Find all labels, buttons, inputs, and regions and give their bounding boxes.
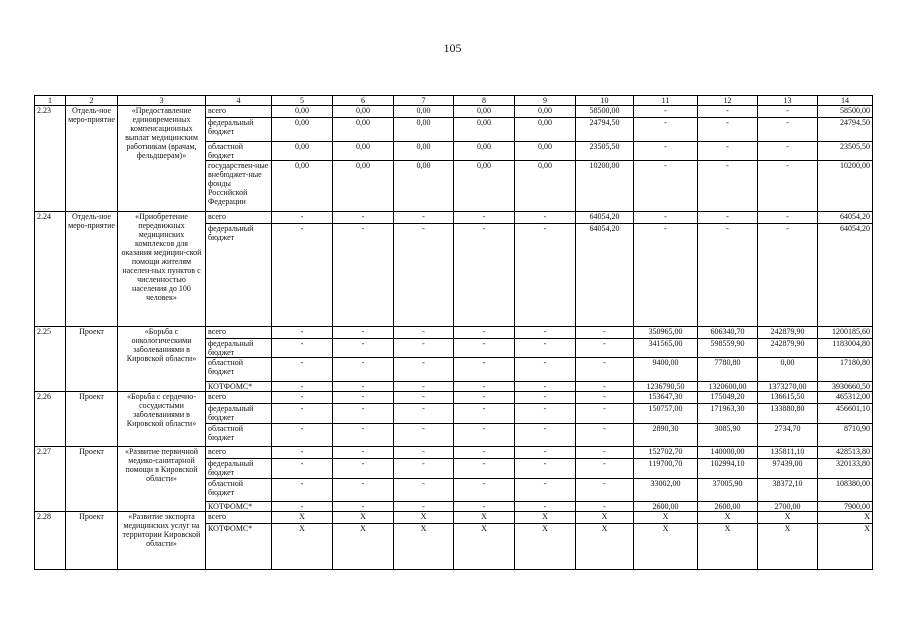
row-type: Проект (66, 512, 118, 570)
value-cell: - (515, 212, 576, 224)
header-cell: 10 (576, 96, 634, 106)
row-name: «Борьба с онкологическими заболеваниями в Кировской области» (118, 327, 206, 392)
value-cell: 37005,90 (698, 479, 758, 502)
value-cell: - (272, 447, 333, 459)
value-cell: 9400,00 (634, 358, 698, 382)
value-cell: - (515, 224, 576, 327)
funding-source: всего (206, 212, 272, 224)
value-cell: 58500,00 (576, 106, 634, 118)
value-cell: 242879,90 (758, 339, 818, 358)
value-cell: 102994,10 (698, 459, 758, 479)
value-cell: X (272, 512, 333, 524)
value-cell: - (634, 224, 698, 327)
row-type: Отдель-ное меро-приятие (66, 212, 118, 327)
value-cell: 150757,00 (634, 404, 698, 424)
value-cell: - (576, 327, 634, 339)
value-cell: 152702,70 (634, 447, 698, 459)
value-cell: 1183004,80 (818, 339, 873, 358)
funding-source: всего (206, 512, 272, 524)
value-cell: - (515, 392, 576, 404)
value-cell: X (576, 512, 634, 524)
value-cell: - (333, 459, 394, 479)
value-cell: 64054,20 (576, 212, 634, 224)
value-cell: X (698, 524, 758, 570)
value-cell: 0,00 (333, 118, 394, 142)
header-cell: 12 (698, 96, 758, 106)
value-cell: 24794,50 (576, 118, 634, 142)
value-cell: - (515, 382, 576, 392)
value-cell: X (515, 512, 576, 524)
value-cell: - (515, 479, 576, 502)
value-cell: X (454, 512, 515, 524)
value-cell: - (454, 339, 515, 358)
value-cell: X (698, 512, 758, 524)
value-cell: - (454, 358, 515, 382)
row-number: 2.23 (35, 106, 66, 212)
value-cell: - (698, 224, 758, 327)
value-cell: - (515, 404, 576, 424)
value-cell: - (272, 339, 333, 358)
row-number: 2.25 (35, 327, 66, 392)
value-cell: - (454, 404, 515, 424)
value-cell: 606340,70 (698, 327, 758, 339)
value-cell: - (333, 382, 394, 392)
value-cell: X (333, 524, 394, 570)
value-cell: 0,00 (333, 106, 394, 118)
value-cell: - (758, 142, 818, 161)
value-cell: - (333, 358, 394, 382)
value-cell: X (758, 512, 818, 524)
row-type: Проект (66, 392, 118, 447)
value-cell: - (515, 447, 576, 459)
value-cell: 175049,20 (698, 392, 758, 404)
value-cell: 0,00 (394, 106, 454, 118)
funding-source: федеральный бюджет (206, 339, 272, 358)
page-number: 105 (443, 41, 462, 55)
value-cell: - (394, 424, 454, 447)
value-cell: 2600,00 (698, 502, 758, 512)
value-cell: - (758, 161, 818, 212)
value-cell: - (272, 327, 333, 339)
value-cell: - (454, 382, 515, 392)
header-cell: 2 (66, 96, 118, 106)
value-cell: 598559,90 (698, 339, 758, 358)
value-cell: 38372,10 (758, 479, 818, 502)
header-cell: 8 (454, 96, 515, 106)
value-cell: 135811,10 (758, 447, 818, 459)
row-name: «Борьба с сердечно-сосудистыми заболеваниями в Кировской области» (118, 392, 206, 447)
row-type: Проект (66, 327, 118, 392)
value-cell: 0,00 (272, 161, 333, 212)
funding-source: областной бюджет (206, 358, 272, 382)
value-cell: 0,00 (454, 118, 515, 142)
header-cell: 1 (35, 96, 66, 106)
header-cell: 11 (634, 96, 698, 106)
value-cell: - (394, 212, 454, 224)
value-cell: - (576, 358, 634, 382)
value-cell: - (576, 447, 634, 459)
value-cell: - (454, 327, 515, 339)
value-cell: - (394, 459, 454, 479)
value-cell: - (394, 479, 454, 502)
value-cell: 242879,90 (758, 327, 818, 339)
value-cell: - (333, 424, 394, 447)
value-cell: - (698, 118, 758, 142)
table-row (35, 447, 873, 459)
value-cell: 64054,20 (818, 224, 873, 327)
value-cell: - (454, 424, 515, 447)
value-cell: X (272, 524, 333, 570)
value-cell: 0,00 (333, 161, 394, 212)
value-cell: - (515, 327, 576, 339)
value-cell: - (333, 479, 394, 502)
value-cell: 23505,50 (576, 142, 634, 161)
value-cell: 2734,70 (758, 424, 818, 447)
value-cell: - (333, 447, 394, 459)
value-cell: X (634, 524, 698, 570)
value-cell: 3085,90 (698, 424, 758, 447)
value-cell: - (634, 106, 698, 118)
budget-table (34, 95, 873, 570)
table-row (35, 392, 873, 404)
value-cell: 428513,80 (818, 447, 873, 459)
value-cell: 10200,00 (576, 161, 634, 212)
value-cell: X (634, 512, 698, 524)
value-cell: 350965,00 (634, 327, 698, 339)
value-cell: 1236790,50 (634, 382, 698, 392)
value-cell: 108380,00 (818, 479, 873, 502)
value-cell: - (454, 212, 515, 224)
value-cell: - (272, 424, 333, 447)
value-cell: - (515, 339, 576, 358)
value-cell: - (515, 502, 576, 512)
value-cell: - (394, 358, 454, 382)
value-cell: - (576, 502, 634, 512)
value-cell: 64054,20 (576, 224, 634, 327)
value-cell: 1320600,00 (698, 382, 758, 392)
funding-source: КОТФОМС* (206, 382, 272, 392)
value-cell: - (272, 392, 333, 404)
value-cell: - (394, 404, 454, 424)
row-number: 2.28 (35, 512, 66, 570)
funding-source: всего (206, 106, 272, 118)
value-cell: - (576, 479, 634, 502)
funding-source: областной бюджет (206, 142, 272, 161)
funding-source: федеральный бюджет (206, 459, 272, 479)
value-cell: X (818, 512, 873, 524)
value-cell: 465312,00 (818, 392, 873, 404)
header-cell: 9 (515, 96, 576, 106)
value-cell: - (515, 358, 576, 382)
funding-source: КОТФОМС* (206, 502, 272, 512)
value-cell: 97439,00 (758, 459, 818, 479)
value-cell: 7780,80 (698, 358, 758, 382)
value-cell: - (272, 459, 333, 479)
value-cell: - (333, 327, 394, 339)
value-cell: - (272, 404, 333, 424)
row-number: 2.26 (35, 392, 66, 447)
value-cell: X (454, 524, 515, 570)
value-cell: 0,00 (515, 118, 576, 142)
funding-source: федеральный бюджет (206, 404, 272, 424)
value-cell: - (758, 224, 818, 327)
value-cell: - (333, 404, 394, 424)
value-cell: 0,00 (758, 358, 818, 382)
value-cell: X (576, 524, 634, 570)
value-cell: 2890,30 (634, 424, 698, 447)
value-cell: X (394, 524, 454, 570)
value-cell: 133880,80 (758, 404, 818, 424)
value-cell: - (698, 212, 758, 224)
value-cell: 24794,50 (818, 118, 873, 142)
value-cell: - (576, 404, 634, 424)
value-cell: - (394, 392, 454, 404)
value-cell: - (576, 424, 634, 447)
value-cell: - (272, 358, 333, 382)
funding-source: государствен-ные внебюджет-ные фонды Российской Федерации (206, 161, 272, 212)
value-cell: X (515, 524, 576, 570)
value-cell: 7900,00 (818, 502, 873, 512)
value-cell: - (576, 339, 634, 358)
value-cell: - (698, 142, 758, 161)
row-type: Проект (66, 447, 118, 512)
value-cell: - (394, 502, 454, 512)
value-cell: - (333, 392, 394, 404)
value-cell: - (394, 339, 454, 358)
value-cell: - (758, 212, 818, 224)
value-cell: X (818, 524, 873, 570)
value-cell: - (272, 479, 333, 502)
value-cell: - (576, 392, 634, 404)
value-cell: 171963,30 (698, 404, 758, 424)
funding-source: всего (206, 447, 272, 459)
value-cell: 0,00 (515, 142, 576, 161)
value-cell: - (394, 447, 454, 459)
value-cell: - (454, 459, 515, 479)
value-cell: - (515, 459, 576, 479)
value-cell: - (454, 224, 515, 327)
value-cell: 1200185,60 (818, 327, 873, 339)
value-cell: 0,00 (394, 142, 454, 161)
value-cell: 119700,70 (634, 459, 698, 479)
value-cell: 341565,00 (634, 339, 698, 358)
value-cell: - (454, 392, 515, 404)
value-cell: - (272, 212, 333, 224)
value-cell: 17180,80 (818, 358, 873, 382)
value-cell: - (634, 212, 698, 224)
row-type: Отдель-ное меро-приятие (66, 106, 118, 212)
value-cell: 0,00 (394, 118, 454, 142)
value-cell: 153647,30 (634, 392, 698, 404)
value-cell: 3930660,50 (818, 382, 873, 392)
value-cell: 0,00 (454, 142, 515, 161)
value-cell: 0,00 (272, 106, 333, 118)
value-cell: 0,00 (454, 106, 515, 118)
value-cell: 2600,00 (634, 502, 698, 512)
row-number: 2.24 (35, 212, 66, 327)
value-cell: 64054,20 (818, 212, 873, 224)
value-cell: - (454, 502, 515, 512)
value-cell: - (394, 382, 454, 392)
value-cell: - (454, 479, 515, 502)
funding-source: областной бюджет (206, 424, 272, 447)
value-cell: - (454, 447, 515, 459)
header-cell: 3 (118, 96, 206, 106)
value-cell: - (333, 339, 394, 358)
value-cell: - (333, 224, 394, 327)
header-row (35, 96, 873, 106)
header-cell: 5 (272, 96, 333, 106)
table-row (35, 327, 873, 339)
value-cell: X (333, 512, 394, 524)
value-cell: 33002,00 (634, 479, 698, 502)
value-cell: 0,00 (454, 161, 515, 212)
table-row (35, 512, 873, 524)
funding-source: федеральный бюджет (206, 118, 272, 142)
value-cell: - (634, 161, 698, 212)
value-cell: - (634, 118, 698, 142)
funding-source: КОТФОМС* (206, 524, 272, 570)
value-cell: - (758, 118, 818, 142)
value-cell: 0,00 (272, 118, 333, 142)
value-cell: 8710,90 (818, 424, 873, 447)
value-cell: 0,00 (515, 161, 576, 212)
funding-source: областной бюджет (206, 479, 272, 502)
header-cell: 7 (394, 96, 454, 106)
value-cell: - (576, 459, 634, 479)
header-cell: 13 (758, 96, 818, 106)
value-cell: 0,00 (272, 142, 333, 161)
value-cell: 2700,00 (758, 502, 818, 512)
value-cell: - (515, 424, 576, 447)
value-cell: X (758, 524, 818, 570)
value-cell: - (634, 142, 698, 161)
value-cell: 320133,80 (818, 459, 873, 479)
value-cell: 0,00 (333, 142, 394, 161)
value-cell: - (758, 106, 818, 118)
value-cell: 1373270,00 (758, 382, 818, 392)
value-cell: 0,00 (515, 106, 576, 118)
table-body (35, 96, 873, 570)
value-cell: 136615,50 (758, 392, 818, 404)
value-cell: - (576, 382, 634, 392)
header-cell: 6 (333, 96, 394, 106)
value-cell: - (333, 212, 394, 224)
value-cell: 58500,00 (818, 106, 873, 118)
value-cell: - (394, 224, 454, 327)
value-cell: - (272, 502, 333, 512)
table-row (35, 212, 873, 224)
value-cell: - (394, 327, 454, 339)
header-cell: 14 (818, 96, 873, 106)
value-cell: 456601,10 (818, 404, 873, 424)
row-name: «Развитие экспорта медицинских услуг на территории Кировской области» (118, 512, 206, 570)
value-cell: 0,00 (394, 161, 454, 212)
row-name: «Приобретение передвижных медицинских комплексов для оказания медицин-ской помощи жителям населен-ных пунктов с численностью населения до 100 человек» (118, 212, 206, 327)
value-cell: - (272, 382, 333, 392)
value-cell: 140000,00 (698, 447, 758, 459)
value-cell: - (698, 106, 758, 118)
funding-source: федеральный бюджет (206, 224, 272, 327)
header-cell: 4 (206, 96, 272, 106)
funding-source: всего (206, 392, 272, 404)
value-cell: X (394, 512, 454, 524)
value-cell: 23505,50 (818, 142, 873, 161)
row-name: «Развитие первичной медико-санитарной помощи в Кировской области» (118, 447, 206, 512)
row-number: 2.27 (35, 447, 66, 512)
value-cell: 10200,00 (818, 161, 873, 212)
row-name: «Предоставление единовременных компенсационных выплат медицинским работникам (врачам, фельдшерам)» (118, 106, 206, 212)
table-row (35, 106, 873, 118)
value-cell: - (272, 224, 333, 327)
value-cell: - (333, 502, 394, 512)
value-cell: - (698, 161, 758, 212)
funding-source: всего (206, 327, 272, 339)
